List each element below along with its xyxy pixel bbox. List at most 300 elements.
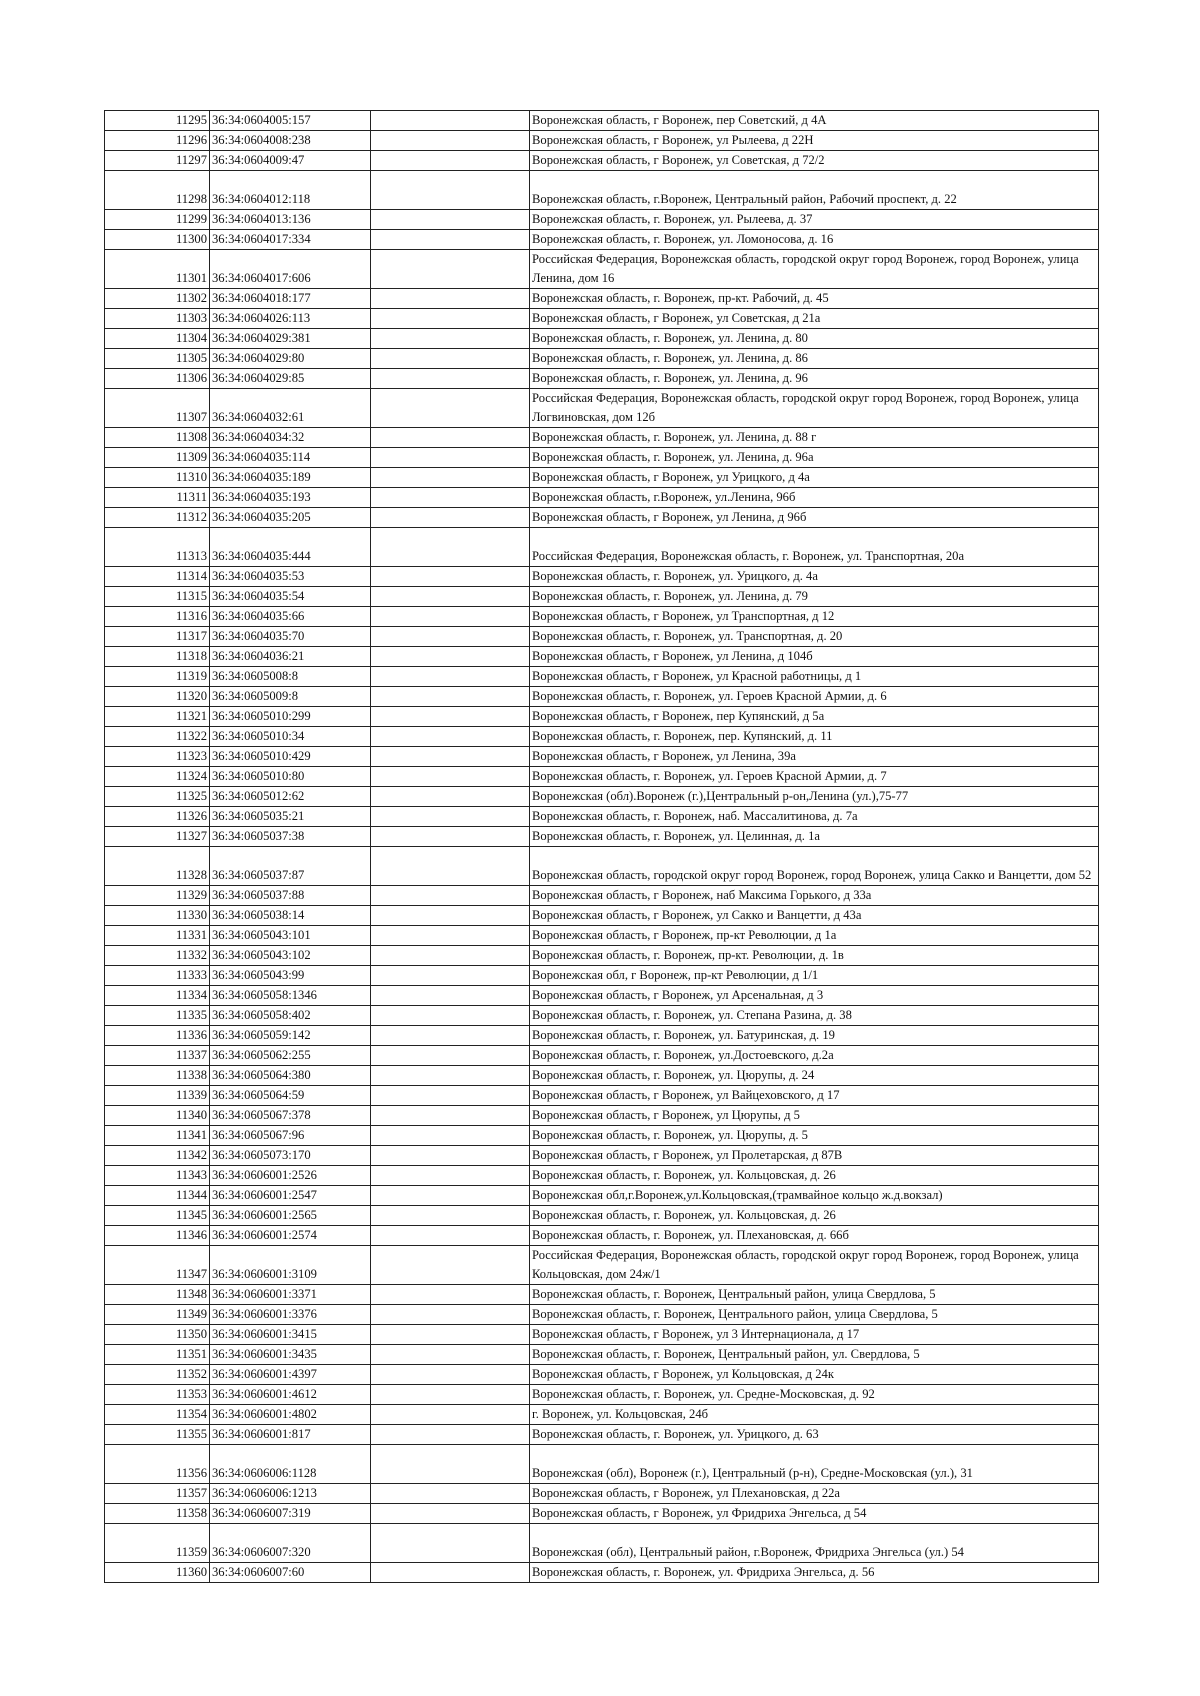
table-row (105, 1246, 1099, 1285)
empty-cell (371, 1385, 530, 1405)
row-number: 11295 (105, 111, 210, 131)
empty-cell (371, 349, 530, 369)
row-number: 11353 (105, 1385, 210, 1405)
row-number: 11315 (105, 587, 210, 607)
table-row (105, 1563, 1099, 1583)
row-number: 11360 (105, 1563, 210, 1583)
cadastral-number: 36:34:0605062:255 (210, 1046, 371, 1066)
table-row (105, 1285, 1099, 1305)
row-number: 11358 (105, 1504, 210, 1524)
row-number: 11308 (105, 428, 210, 448)
table-row (105, 767, 1099, 787)
table-row (105, 1305, 1099, 1325)
table-row (105, 1226, 1099, 1246)
cadastral-number: 36:34:0606001:3376 (210, 1305, 371, 1325)
table-row (105, 567, 1099, 587)
table-row (105, 210, 1099, 230)
address: Воронежская область, г. Воронеж, Центральный район, улица Свердлова, 5 (530, 1285, 1099, 1305)
address: Воронежская область, г. Воронеж, ул. Ленина, д. 80 (530, 329, 1099, 349)
empty-cell (371, 369, 530, 389)
table-row (105, 1425, 1099, 1445)
address: Воронежская область, г. Воронеж, ул. Ленина, д. 79 (530, 587, 1099, 607)
address: Российская Федерация, Воронежская область, городской округ город Воронеж, город Воронеж, улица Кольцовская, дом 24ж/1 (530, 1246, 1099, 1285)
address: Воронежская обл, г Воронеж, пр-кт Революции, д 1/1 (530, 966, 1099, 986)
empty-cell (371, 627, 530, 647)
table-row (105, 627, 1099, 647)
cadastral-number: 36:34:0606001:3371 (210, 1285, 371, 1305)
table-row (105, 787, 1099, 807)
row-number: 11306 (105, 369, 210, 389)
address: Воронежская область, г Воронеж, ул Цюрупы, д 5 (530, 1106, 1099, 1126)
row-number: 11352 (105, 1365, 210, 1385)
address: Воронежская область, г. Воронеж, ул. Степана Разина, д. 38 (530, 1006, 1099, 1026)
empty-cell (371, 587, 530, 607)
table-row (105, 1484, 1099, 1504)
table-row (105, 1445, 1099, 1484)
cadastral-number: 36:34:0604032:61 (210, 389, 371, 428)
address: Воронежская область, г Воронеж, ул Транспортная, д 12 (530, 607, 1099, 627)
empty-cell (371, 707, 530, 727)
empty-cell (371, 946, 530, 966)
table-row (105, 1066, 1099, 1086)
empty-cell (371, 926, 530, 946)
cadastral-number: 36:34:0604018:177 (210, 289, 371, 309)
empty-cell (371, 1484, 530, 1504)
row-number: 11344 (105, 1186, 210, 1206)
table-row (105, 508, 1099, 528)
address: Воронежская область, г Воронеж, пер Купянский, д 5а (530, 707, 1099, 727)
cadastral-number: 36:34:0605067:96 (210, 1126, 371, 1146)
address: Воронежская область, г. Воронеж, ул. Фридриха Энгельса, д. 56 (530, 1563, 1099, 1583)
row-number: 11312 (105, 508, 210, 528)
cadastral-number: 36:34:0604005:157 (210, 111, 371, 131)
address: Воронежская область, г. Воронеж, ул. Рылеева, д. 37 (530, 210, 1099, 230)
cadastral-number: 36:34:0604035:193 (210, 488, 371, 508)
empty-cell (371, 1026, 530, 1046)
table-row (105, 1026, 1099, 1046)
table-row (105, 468, 1099, 488)
row-number: 11341 (105, 1126, 210, 1146)
row-number: 11304 (105, 329, 210, 349)
table-row (105, 250, 1099, 289)
empty-cell (371, 607, 530, 627)
address: Воронежская область, г Воронеж, ул Вайцеховского, д 17 (530, 1086, 1099, 1106)
cadastral-number: 36:34:0605037:87 (210, 847, 371, 886)
table-row (105, 1524, 1099, 1563)
empty-cell (371, 171, 530, 210)
table-row (105, 1325, 1099, 1345)
row-number: 11343 (105, 1166, 210, 1186)
empty-cell (371, 1206, 530, 1226)
empty-cell (371, 827, 530, 847)
table-row (105, 966, 1099, 986)
table-row (105, 1106, 1099, 1126)
row-number: 11345 (105, 1206, 210, 1226)
row-number: 11357 (105, 1484, 210, 1504)
table-row (105, 131, 1099, 151)
table-row (105, 926, 1099, 946)
empty-cell (371, 468, 530, 488)
cadastral-number: 36:34:0606001:4612 (210, 1385, 371, 1405)
cadastral-number: 36:34:0606001:817 (210, 1425, 371, 1445)
address: Воронежская область, г Воронеж, ул Советская, д 21а (530, 309, 1099, 329)
table-row (105, 1206, 1099, 1226)
address: Воронежская область, г. Воронеж, Центрального район, улица Свердлова, 5 (530, 1305, 1099, 1325)
address: Воронежская область, г Воронеж, ул Фридриха Энгельса, д 54 (530, 1504, 1099, 1524)
address: Воронежская область, г. Воронеж, ул. Ленина, д. 86 (530, 349, 1099, 369)
table-row (105, 1504, 1099, 1524)
row-number: 11320 (105, 687, 210, 707)
row-number: 11350 (105, 1325, 210, 1345)
table-row (105, 1365, 1099, 1385)
row-number: 11303 (105, 309, 210, 329)
cadastral-number: 36:34:0606001:3435 (210, 1345, 371, 1365)
row-number: 11329 (105, 886, 210, 906)
empty-cell (371, 727, 530, 747)
row-number: 11299 (105, 210, 210, 230)
row-number: 11309 (105, 448, 210, 468)
cadastral-number: 36:34:0605073:170 (210, 1146, 371, 1166)
table-row (105, 827, 1099, 847)
address: Воронежская область, г. Воронеж, ул. Кольцовская, д. 26 (530, 1206, 1099, 1226)
cadastral-number: 36:34:0605037:88 (210, 886, 371, 906)
row-number: 11313 (105, 528, 210, 567)
address: Воронежская область, г. Воронеж, Центральный район, ул. Свердлова, 5 (530, 1345, 1099, 1365)
address: Воронежская область, г Воронеж, пр-кт Революции, д 1а (530, 926, 1099, 946)
row-number: 11333 (105, 966, 210, 986)
table-row (105, 1345, 1099, 1365)
table-row (105, 1405, 1099, 1425)
cadastral-number: 36:34:0604017:334 (210, 230, 371, 250)
empty-cell (371, 1345, 530, 1365)
empty-cell (371, 1186, 530, 1206)
table-row (105, 1126, 1099, 1146)
row-number: 11316 (105, 607, 210, 627)
cadastral-number: 36:34:0605064:59 (210, 1086, 371, 1106)
row-number: 11321 (105, 707, 210, 727)
empty-cell (371, 1405, 530, 1425)
cadastral-number: 36:34:0606007:60 (210, 1563, 371, 1583)
row-number: 11325 (105, 787, 210, 807)
address: Воронежская область, г Воронеж, ул Рылеева, д 22Н (530, 131, 1099, 151)
empty-cell (371, 1126, 530, 1146)
cadastral-number: 36:34:0606001:4397 (210, 1365, 371, 1385)
empty-cell (371, 131, 530, 151)
address: Воронежская область, г. Воронеж, ул. Цюрупы, д. 24 (530, 1066, 1099, 1086)
cadastral-number: 36:34:0605038:14 (210, 906, 371, 926)
address: Воронежская область, г. Воронеж, ул. Кольцовская, д. 26 (530, 1166, 1099, 1186)
cadastral-number: 36:34:0605059:142 (210, 1026, 371, 1046)
row-number: 11311 (105, 488, 210, 508)
table-row (105, 389, 1099, 428)
empty-cell (371, 111, 530, 131)
empty-cell (371, 329, 530, 349)
table-row (105, 1186, 1099, 1206)
table-row (105, 111, 1099, 131)
empty-cell (371, 508, 530, 528)
row-number: 11298 (105, 171, 210, 210)
address: Воронежская область, г. Воронеж, ул. Урицкого, д. 4а (530, 567, 1099, 587)
row-number: 11300 (105, 230, 210, 250)
cadastral-number: 36:34:0605008:8 (210, 667, 371, 687)
address: Воронежская область, г Воронеж, ул Советская, д 72/2 (530, 151, 1099, 171)
table-row (105, 309, 1099, 329)
row-number: 11310 (105, 468, 210, 488)
empty-cell (371, 1445, 530, 1484)
empty-cell (371, 1146, 530, 1166)
address: Воронежская область, г. Воронеж, ул. Плехановская, д. 66б (530, 1226, 1099, 1246)
cadastral-number: 36:34:0606006:1128 (210, 1445, 371, 1484)
cadastral-number: 36:34:0604013:136 (210, 210, 371, 230)
cadastral-number: 36:34:0605037:38 (210, 827, 371, 847)
cadastral-number: 36:34:0605035:21 (210, 807, 371, 827)
row-number: 11346 (105, 1226, 210, 1246)
table-row (105, 151, 1099, 171)
empty-cell (371, 1325, 530, 1345)
address: Воронежская обл,г.Воронеж,ул.Кольцовская,(трамвайное кольцо ж.д.вокзал) (530, 1186, 1099, 1206)
address: Воронежская область, г. Воронеж, пер. Купянский, д. 11 (530, 727, 1099, 747)
table-row (105, 1006, 1099, 1026)
address: Воронежская область, г. Воронеж, ул. Транспортная, д. 20 (530, 627, 1099, 647)
address: Воронежская область, г Воронеж, ул Ленина, 39а (530, 747, 1099, 767)
empty-cell (371, 747, 530, 767)
empty-cell (371, 210, 530, 230)
address: Российская Федерация, Воронежская область, городской округ город Воронеж, город Воронеж, улица Ленина, дом 16 (530, 250, 1099, 289)
empty-cell (371, 1046, 530, 1066)
address: Воронежская область, г.Воронеж, Центральный район, Рабочий проспект, д. 22 (530, 171, 1099, 210)
table-row (105, 329, 1099, 349)
table-row (105, 488, 1099, 508)
address: Воронежская область, г. Воронеж, ул. Героев Красной Армии, д. 7 (530, 767, 1099, 787)
address: Воронежская область, г Воронеж, пер Советский, д 4А (530, 111, 1099, 131)
cadastral-number: 36:34:0606007:319 (210, 1504, 371, 1524)
address: Российская Федерация, Воронежская область, г. Воронеж, ул. Транспортная, 20а (530, 528, 1099, 567)
empty-cell (371, 667, 530, 687)
row-number: 11356 (105, 1445, 210, 1484)
row-number: 11342 (105, 1146, 210, 1166)
empty-cell (371, 886, 530, 906)
table-row (105, 1086, 1099, 1106)
cadastral-number: 36:34:0606006:1213 (210, 1484, 371, 1504)
cadastral-number: 36:34:0605010:34 (210, 727, 371, 747)
cadastral-number: 36:34:0606001:2574 (210, 1226, 371, 1246)
empty-cell (371, 309, 530, 329)
row-number: 11326 (105, 807, 210, 827)
table-row (105, 428, 1099, 448)
cadastral-number: 36:34:0606001:2565 (210, 1206, 371, 1226)
empty-cell (371, 1504, 530, 1524)
empty-cell (371, 528, 530, 567)
row-number: 11338 (105, 1066, 210, 1086)
cadastral-number: 36:34:0604034:32 (210, 428, 371, 448)
empty-cell (371, 230, 530, 250)
empty-cell (371, 1365, 530, 1385)
cadastral-number: 36:34:0604035:114 (210, 448, 371, 468)
cadastral-number: 36:34:0605043:102 (210, 946, 371, 966)
row-number: 11307 (105, 389, 210, 428)
empty-cell (371, 847, 530, 886)
row-number: 11349 (105, 1305, 210, 1325)
table-row (105, 1385, 1099, 1405)
table-row (105, 647, 1099, 667)
table-row (105, 886, 1099, 906)
row-number: 11319 (105, 667, 210, 687)
cadastral-number: 36:34:0605058:402 (210, 1006, 371, 1026)
cadastral-number: 36:34:0606001:3109 (210, 1246, 371, 1285)
cadastral-number: 36:34:0605058:1346 (210, 986, 371, 1006)
table-row (105, 747, 1099, 767)
cadastral-number: 36:34:0606001:2526 (210, 1166, 371, 1186)
cadastral-number: 36:34:0604035:70 (210, 627, 371, 647)
cadastral-number: 36:34:0604009:47 (210, 151, 371, 171)
row-number: 11296 (105, 131, 210, 151)
cadastral-number: 36:34:0606001:2547 (210, 1186, 371, 1206)
row-number: 11332 (105, 946, 210, 966)
empty-cell (371, 428, 530, 448)
empty-cell (371, 1425, 530, 1445)
row-number: 11330 (105, 906, 210, 926)
empty-cell (371, 1006, 530, 1026)
row-number: 11297 (105, 151, 210, 171)
table-row (105, 1166, 1099, 1186)
empty-cell (371, 647, 530, 667)
address: Воронежская область, г Воронеж, ул Красной работницы, д 1 (530, 667, 1099, 687)
address: Воронежская область, г. Воронеж, ул.Достоевского, д.2а (530, 1046, 1099, 1066)
cadastral-number: 36:34:0604029:80 (210, 349, 371, 369)
address: Воронежская область, г. Воронеж, ул. Цюрупы, д. 5 (530, 1126, 1099, 1146)
row-number: 11331 (105, 926, 210, 946)
cadastral-number: 36:34:0604035:53 (210, 567, 371, 587)
address: Воронежская область, г Воронеж, ул Ленина, д 96б (530, 508, 1099, 528)
empty-cell (371, 1166, 530, 1186)
address: Воронежская область, г. Воронеж, ул. Героев Красной Армии, д. 6 (530, 687, 1099, 707)
empty-cell (371, 1563, 530, 1583)
empty-cell (371, 1305, 530, 1325)
address: Воронежская область, г. Воронеж, пр-кт. Рабочий, д. 45 (530, 289, 1099, 309)
table-row (105, 448, 1099, 468)
address: Воронежская область, г Воронеж, ул Урицкого, д 4а (530, 468, 1099, 488)
empty-cell (371, 1086, 530, 1106)
cadastral-number: 36:34:0605043:99 (210, 966, 371, 986)
empty-cell (371, 1285, 530, 1305)
address: Воронежская область, г. Воронеж, ул. Ленина, д. 96 (530, 369, 1099, 389)
address: Воронежская область, г Воронеж, наб Максима Горького, д 33а (530, 886, 1099, 906)
cadastral-number: 36:34:0604029:381 (210, 329, 371, 349)
cadastral-number: 36:34:0604017:606 (210, 250, 371, 289)
table-row (105, 349, 1099, 369)
row-number: 11305 (105, 349, 210, 369)
empty-cell (371, 1066, 530, 1086)
cadastral-number: 36:34:0606007:320 (210, 1524, 371, 1563)
table-row (105, 986, 1099, 1006)
row-number: 11348 (105, 1285, 210, 1305)
table-row (105, 587, 1099, 607)
address: Воронежская область, г. Воронеж, ул. Урицкого, д. 63 (530, 1425, 1099, 1445)
cadastral-number: 36:34:0606001:3415 (210, 1325, 371, 1345)
empty-cell (371, 1246, 530, 1285)
table-row (105, 1046, 1099, 1066)
row-number: 11301 (105, 250, 210, 289)
address: Воронежская область, г Воронеж, ул Сакко и Ванцетти, д 43а (530, 906, 1099, 926)
cadastral-number: 36:34:0605010:429 (210, 747, 371, 767)
table-row (105, 847, 1099, 886)
cadastral-number: 36:34:0604035:66 (210, 607, 371, 627)
row-number: 11328 (105, 847, 210, 886)
row-number: 11322 (105, 727, 210, 747)
address: Воронежская область, г. Воронеж, ул. Целинная, д. 1а (530, 827, 1099, 847)
table-row (105, 528, 1099, 567)
cadastral-number: 36:34:0605010:80 (210, 767, 371, 787)
row-number: 11323 (105, 747, 210, 767)
table-row (105, 707, 1099, 727)
address: Воронежская область, г.Воронеж, ул.Ленина, 96б (530, 488, 1099, 508)
address: Воронежская (обл), Центральный район, г.Воронеж, Фридриха Энгельса (ул.) 54 (530, 1524, 1099, 1563)
row-number: 11340 (105, 1106, 210, 1126)
row-number: 11327 (105, 827, 210, 847)
address: Воронежская (обл).Воронеж (г.),Центральный р-он,Ленина (ул.),75-77 (530, 787, 1099, 807)
address: Воронежская область, г. Воронеж, ул. Ломоносова, д. 16 (530, 230, 1099, 250)
address: Воронежская область, г. Воронеж, ул. Ленина, д. 96а (530, 448, 1099, 468)
empty-cell (371, 986, 530, 1006)
empty-cell (371, 787, 530, 807)
empty-cell (371, 807, 530, 827)
row-number: 11351 (105, 1345, 210, 1365)
cadastral-number: 36:34:0605010:299 (210, 707, 371, 727)
document-sheet (104, 110, 1098, 1583)
row-number: 11318 (105, 647, 210, 667)
empty-cell (371, 767, 530, 787)
cadastral-number: 36:34:0604026:113 (210, 309, 371, 329)
cadastral-number: 36:34:0605064:380 (210, 1066, 371, 1086)
row-number: 11317 (105, 627, 210, 647)
empty-cell (371, 1524, 530, 1563)
row-number: 11302 (105, 289, 210, 309)
empty-cell (371, 966, 530, 986)
table-row (105, 727, 1099, 747)
empty-cell (371, 906, 530, 926)
empty-cell (371, 687, 530, 707)
address: Воронежская область, г. Воронеж, наб. Массалитинова, д. 7а (530, 807, 1099, 827)
cadastral-number: 36:34:0604036:21 (210, 647, 371, 667)
row-number: 11347 (105, 1246, 210, 1285)
cadastral-number: 36:34:0605043:101 (210, 926, 371, 946)
table-row (105, 607, 1099, 627)
row-number: 11335 (105, 1006, 210, 1026)
address: Воронежская область, г Воронеж, ул Кольцовская, д 24к (530, 1365, 1099, 1385)
row-number: 11355 (105, 1425, 210, 1445)
cadastral-table (104, 110, 1099, 1583)
empty-cell (371, 1106, 530, 1126)
address: Воронежская область, г Воронеж, ул Арсенальная, д 3 (530, 986, 1099, 1006)
row-number: 11334 (105, 986, 210, 1006)
address: Воронежская область, г. Воронеж, пр-кт. Революции, д. 1в (530, 946, 1099, 966)
table-row (105, 667, 1099, 687)
address: Воронежская область, г. Воронеж, ул. Батуринская, д. 19 (530, 1026, 1099, 1046)
cadastral-number: 36:34:0604008:238 (210, 131, 371, 151)
address: Воронежская область, городской округ город Воронеж, город Воронеж, улица Сакко и Ванцетти, дом 52 (530, 847, 1099, 886)
cadastral-number: 36:34:0606001:4802 (210, 1405, 371, 1425)
cadastral-number: 36:34:0604035:444 (210, 528, 371, 567)
empty-cell (371, 389, 530, 428)
table-row (105, 906, 1099, 926)
table-row (105, 946, 1099, 966)
empty-cell (371, 567, 530, 587)
table-row (105, 687, 1099, 707)
cadastral-number: 36:34:0604035:189 (210, 468, 371, 488)
address: Российская Федерация, Воронежская область, городской округ город Воронеж, город Воронеж, улица Логвиновская, дом 12б (530, 389, 1099, 428)
cadastral-number: 36:34:0604012:118 (210, 171, 371, 210)
row-number: 11314 (105, 567, 210, 587)
